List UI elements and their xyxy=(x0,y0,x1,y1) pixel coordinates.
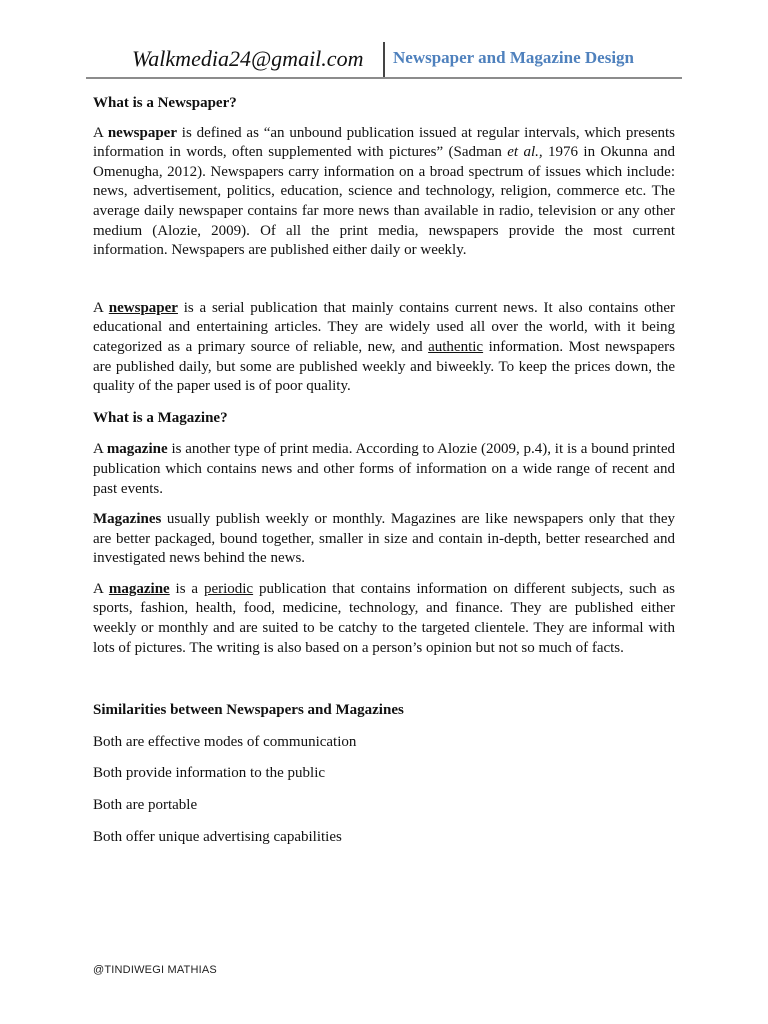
citation-etal: et al., xyxy=(507,144,543,161)
magazine-paragraph-2 xyxy=(93,510,675,569)
similarity-item: Both are effective modes of communication xyxy=(93,733,357,750)
text-run: 1976 in Okunna and Omenugha, 2012). Newspapers carry information on a broad spectrum of issues which include: news, advertisement, politics, education, science and technology, religion, commerce etc. The average daily newspaper contains far more news than available in radio, television or any other medium (Alozie, 2009). Of all the print media, newspapers provide the most current information. Newspapers are published either daily or weekly. xyxy=(93,144,675,259)
header-rule xyxy=(86,77,682,79)
link-periodic[interactable]: periodic xyxy=(203,580,254,597)
text-run: usually publish weekly or monthly. Magazines are like newspapers only that they are better packaged, bound together, smaller in size and contain in-depth, better researched and investigated news behind the news. xyxy=(93,511,675,567)
newspaper-paragraph-2 xyxy=(93,299,675,397)
text-run: is a serial publication that mainly contains current news. It also contains other educational and entertaining articles. They are widely used all over the world, with it being categorized as a primary source of reliable, new, and xyxy=(93,299,675,355)
header-title: Newspaper and Magazine Design xyxy=(393,48,634,67)
similarity-item: Both offer unique advertising capabilities xyxy=(93,828,342,845)
newspaper-paragraph-1 xyxy=(93,124,675,261)
footer-author: @TINDIWEGI MATHIAS xyxy=(93,964,217,976)
similarity-item: Both provide information to the public xyxy=(93,765,326,782)
link-newspaper[interactable]: newspaper xyxy=(108,299,178,316)
similarities-heading: Similarities between Newspapers and Magazines xyxy=(93,702,404,719)
text-run: A xyxy=(93,441,107,458)
magazine-paragraph-3 xyxy=(93,580,675,658)
newspaper-heading: What is a Newspaper? xyxy=(93,95,237,111)
magazine-heading: What is a Magazine? xyxy=(93,409,228,426)
term-newspaper: newspaper xyxy=(107,124,177,141)
link-magazine[interactable]: magazine xyxy=(108,580,170,597)
text-run: A xyxy=(93,124,108,141)
text-run: is defined as “an unbound publication issued at regular intervals, which presents information in words, often supplemented with pictures” (Sadman xyxy=(93,124,675,161)
text-run: A xyxy=(93,299,109,316)
text-run: is a xyxy=(169,580,204,597)
header-separator xyxy=(383,42,385,78)
text-run: A xyxy=(93,580,109,597)
text-run: is another type of print media. According to Alozie (2009, p.4), it is a bound printed publication which contains news and other forms of information on a wide range of recent and past events. xyxy=(93,441,675,497)
term-magazine: magazine xyxy=(106,441,168,458)
header-email: Walkmedia24@gmail.com xyxy=(132,46,364,71)
term-magazines: Magazines xyxy=(93,511,162,528)
link-authentic[interactable]: authentic xyxy=(428,338,484,355)
magazine-paragraph-1 xyxy=(93,440,675,499)
page-header xyxy=(86,40,682,80)
similarity-item: Both are portable xyxy=(93,797,198,814)
text-run: information. Most newspapers are published daily, but some are published weekly and biweekly. To keep the prices down, the quality of the paper used is of poor quality. xyxy=(93,338,675,395)
text-run: publication that contains information on different subjects, such as sports, fashion, health, food, medicine, technology, and finance. They are published either weekly or monthly and are suited to be catchy to the targeted clientele. They are informal with lots of pictures. The writing is also based on a person’s opinion but not so much of facts. xyxy=(93,580,675,656)
document-body xyxy=(93,94,675,847)
